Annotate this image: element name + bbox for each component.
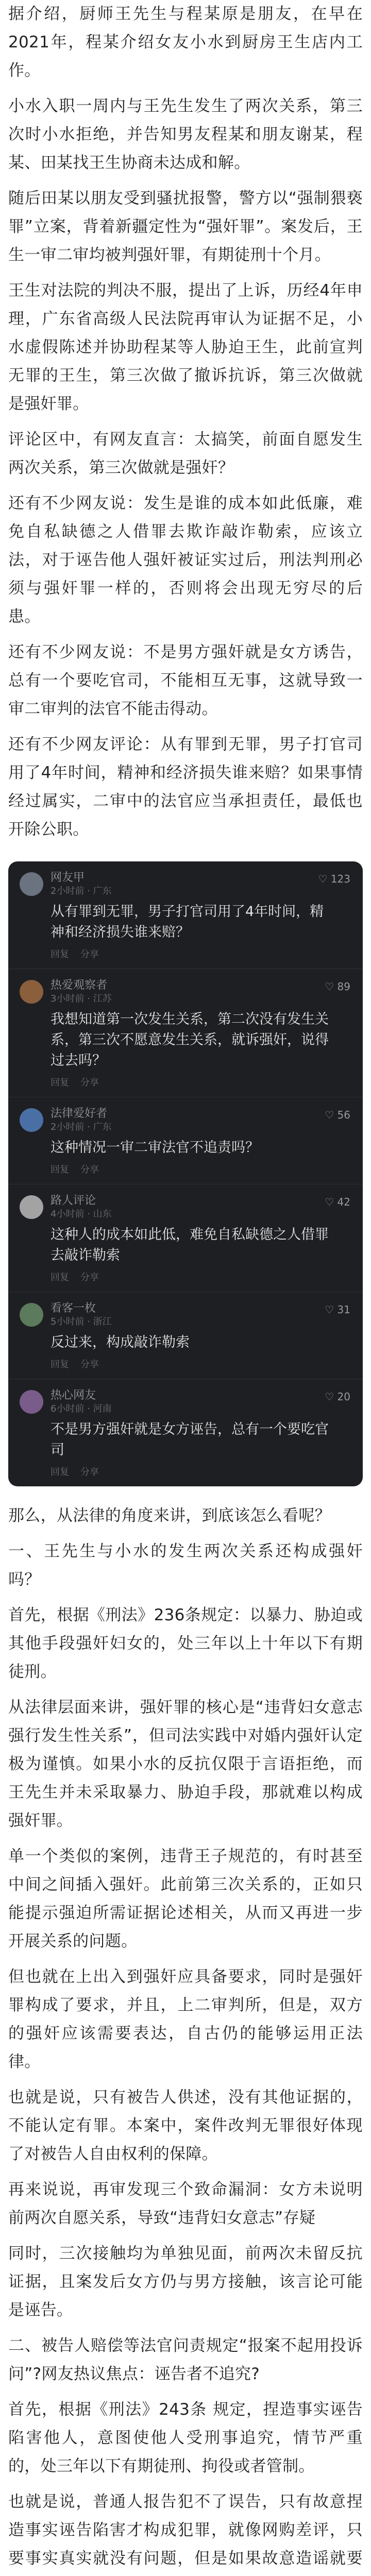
avatar	[20, 1195, 43, 1219]
comment-screenshot	[8, 861, 363, 1486]
comment-author: 热爱观察者	[50, 979, 108, 992]
share-link: 分享	[80, 1359, 99, 1370]
article-paragraph: 也就是说，只有被告人供述，没有其他证据的，不能认定有罪。本案中，案件改判无罪很好体现了对被告人自由权利的保障。	[8, 2088, 363, 2163]
comment-item	[8, 969, 363, 1097]
article-paragraph: 二、被告人赔偿等法官问责规定“报案不起用投诉问”?网友热议焦点：诬告者不追究?	[8, 2336, 363, 2383]
heart-icon: ♡	[325, 1109, 334, 1121]
article-paragraph: 小水入职一周内与王先生发生了两次关系，第三次时小水拒绝，并告知男友程某和朋友谢某，程某、田某找王生协商未达成和解。	[8, 97, 363, 172]
comment-author: 热心网友	[50, 1389, 96, 1402]
heart-icon: ♡	[325, 1391, 334, 1403]
avatar	[20, 1303, 43, 1327]
article-paragraph: 王生对法院的判决不服，提出了上诉，历经4年申理，广东省高级人民法院再审认为证据不足，小水虚假陈述并协助程某等人胁迫王生，此前宣判无罪的王生，第三次做了撤诉抗诉，第三次做就是强奸罪。	[8, 281, 363, 413]
comment-text: 不是男方强奸就是女方诬告，总有一个要吃官司	[50, 1421, 329, 1458]
article-paragraph: 还有不少网友说：发生是谁的成本如此低廉，难免自私缺德之人借罪去欺诈敲诈勒索，应该立法，对于诬告他人强奸被证实过后，刑法判刑必须与强奸罪一样的，否则将会出现无穷尽的后患。	[8, 494, 363, 626]
comment-text: 从有罪到无罪，男子打官司用了4年时间，精神和经济损失谁来赔？	[50, 904, 324, 940]
avatar	[20, 872, 43, 896]
article-paragraph: 一、王先生与小水的发生两次关系还构成强奸吗？	[8, 1542, 363, 1589]
reply-link: 回复	[50, 1164, 69, 1175]
article-paragraph: 首先，根据《刑法》243条 规定，捏造事实诬告陷害他人，意图使他人受刑事追究，情节严重的，处三年以下有期徒刑、拘役或者管制。	[8, 2400, 363, 2476]
heart-icon: ♡	[325, 980, 334, 993]
comment-item	[8, 861, 363, 969]
article-paragraph: 但也就在上出入到强奸应具备要求，同时是强奸罪构成了要求，并且，上二审判所，但是，双方的强奸应该需要表达，自古仍的能够运用正法律。	[8, 1968, 363, 2071]
article-paragraph: 单一个类似的案例，违背王子规范的，有时甚至中间之间插入强奸。此前第三次关系的，正如只能提示强迫所需证据论述相关，从而又再进一步开展关系的问题。	[8, 1847, 363, 1951]
comment-author: 路人评论	[50, 1194, 96, 1207]
share-link: 分享	[80, 1467, 99, 1478]
article-paragraph: 还有不少网友说：不是男方强奸就是女方诱告，总有一个要吃官司，不能相互无事，这就导致一审二审判的法官不能击得动。	[8, 643, 363, 718]
article-paragraph: 首先，根据《刑法》236条规定：以暴力、胁迫或其他手段强奸妇女的，处三年以上十年以下有期徒刑。	[8, 1606, 363, 1681]
like-count: ♡ 89	[325, 980, 350, 993]
comment-author: 法律爱好者	[50, 1107, 108, 1120]
comment-author: 看客一枚	[50, 1302, 96, 1315]
reply-link: 回复	[50, 949, 69, 960]
comment-text: 这种人的成本如此低，难免自私缺德之人借罪去敲诈勒索	[50, 1227, 329, 1263]
comment-time: 2小时前 · 广东	[50, 1122, 112, 1132]
comment-author: 网友甲	[50, 871, 85, 884]
article-paragraph: 也就是说，普通人报告犯不了误告，只有故意捏造事实诬告陷害才构成犯罪，就像网购差评，只要事实真实就没有问题，但是如果故意造谣就要	[8, 2493, 363, 2568]
heart-icon: ♡	[318, 873, 328, 885]
comment-time: 5小时前 · 浙江	[50, 1316, 112, 1327]
comment-item	[8, 1097, 363, 1184]
share-link: 分享	[80, 1164, 99, 1175]
heart-icon: ♡	[325, 1196, 334, 1208]
article-paragraph: 随后田某以朋友受到骚扰报警，警方以“强制猥亵罪”立案，背着新疆定性为“强奸罪”。案发后，王生一审二审均被判强奸罪，有期徒刑十个月。	[8, 189, 363, 264]
share-link: 分享	[80, 949, 99, 960]
like-count: ♡ 31	[325, 1303, 350, 1316]
share-link: 分享	[80, 1272, 99, 1283]
like-count: ♡ 123	[318, 873, 350, 885]
comment-item	[8, 1379, 363, 1486]
comment-item	[8, 1184, 363, 1292]
article-paragraph: 还有不少网友评论：从有罪到无罪，男子打官司用了4年时间，精神和经济损失谁来赔？如果事情经过属实，二审中的法官应当承担责任，最低也开除公职。	[8, 735, 363, 839]
like-count: ♡ 56	[325, 1109, 350, 1121]
article-paragraph: 同时，三次接触均为单独见面，前两次未留反抗证据，且案发后女方仍与男方接触，该言论可能是诬告。	[8, 2244, 363, 2319]
comment-text: 这种情况一审二审法官不追责吗？	[50, 1140, 259, 1156]
reply-link: 回复	[50, 1359, 69, 1370]
article-paragraph: 再来说说，再审发现三个致命漏洞：女方未说明前两次自愿关系，导致“违背妇女意志”存疑	[8, 2180, 363, 2227]
share-link: 分享	[80, 1077, 99, 1088]
article-paragraph: 从法律层面来讲，强奸罪的核心是“违背妇女意志强行发生性关系”，但司法实践中对婚内强奸认定极为谨慎。如果小水的反抗仅限于言语拒绝，而王先生并未采取暴力、胁迫手段，那就难以构成强奸罪。	[8, 1698, 363, 1830]
like-count: ♡ 42	[325, 1196, 350, 1208]
comment-time: 6小时前 · 河南	[50, 1403, 112, 1414]
comment-time: 4小时前 · 山东	[50, 1209, 112, 1219]
avatar	[20, 1108, 43, 1132]
avatar	[20, 1390, 43, 1414]
article-paragraph: 据介绍，厨师王先生与程某原是朋友，在早在2021年，程某介绍女友小水到厨房王生店内工作。	[8, 5, 363, 80]
comment-time: 2小时前 · 广东	[50, 886, 112, 896]
comment-item	[8, 1292, 363, 1379]
heart-icon: ♡	[325, 1303, 334, 1316]
reply-link: 回复	[50, 1077, 69, 1088]
comment-time: 3小时前 · 江苏	[50, 993, 112, 1004]
reply-link: 回复	[50, 1467, 69, 1478]
comment-text: 反过来，构成敲诈勒索	[50, 1334, 190, 1350]
like-count: ♡ 20	[325, 1391, 350, 1403]
article-paragraph: 评论区中，有网友直言：太搞笑，前面自愿发生两次关系，第三次做就是强奸？	[8, 430, 363, 477]
avatar	[20, 980, 43, 1004]
reply-link: 回复	[50, 1272, 69, 1283]
comment-text: 我想知道第一次发生关系，第二次没有发生关系，第三次不愿意发生关系，就诉强奸，说得过去吗？	[50, 1011, 329, 1069]
article-paragraph: 那么，从法律的角度来讲，到底该怎么看呢？	[8, 1506, 331, 1525]
